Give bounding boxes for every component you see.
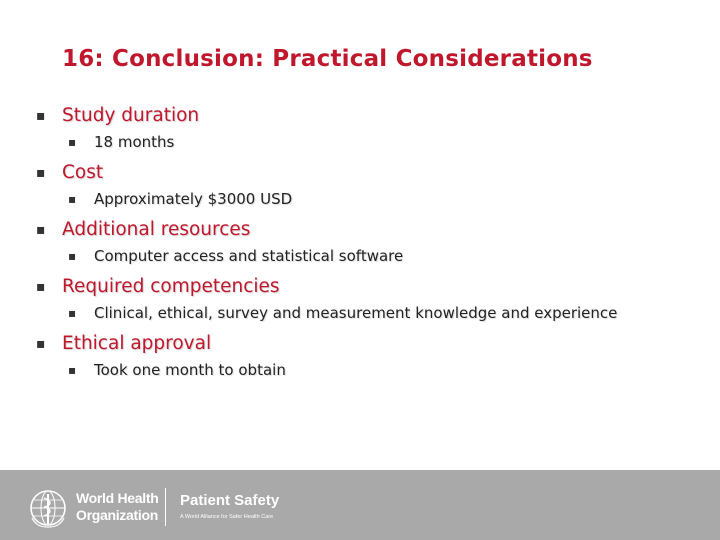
who-name-line2: Organization	[76, 507, 158, 523]
slide-title: 16: Conclusion: Practical Considerations	[62, 46, 593, 72]
sub-bullet-study-duration: ▪ 18 months	[68, 132, 686, 153]
bullet-study-duration: ▪ Study duration	[36, 104, 686, 128]
bullet-list	[36, 104, 686, 381]
bullet-ethical-approval: ▪ Ethical approval	[36, 332, 686, 356]
sub-bullet-cost: ▪ Approximately $3000 USD	[68, 189, 686, 210]
bullet-cost: ▪ Cost	[36, 161, 686, 185]
patient-safety-tagline: A World Alliance for Safer Health Care	[180, 514, 274, 520]
sub-bullet-required-competencies: ▪ Clinical, ethical, survey and measurement knowledge and experience	[68, 303, 686, 324]
sub-bullet-ethical-approval: ▪ Took one month to obtain	[68, 360, 686, 381]
bullet-required-competencies: ▪ Required competencies	[36, 275, 686, 299]
who-emblem-icon	[28, 488, 68, 528]
footer-bar	[0, 470, 720, 540]
bullet-additional-resources: ▪ Additional resources	[36, 218, 686, 242]
footer-divider	[165, 488, 166, 526]
who-name-line1: World Health	[76, 490, 159, 506]
who-logo-text	[76, 490, 158, 524]
patient-safety-title: Patient Safety	[180, 492, 280, 509]
sub-bullet-additional-resources: ▪ Computer access and statistical software	[68, 246, 686, 267]
